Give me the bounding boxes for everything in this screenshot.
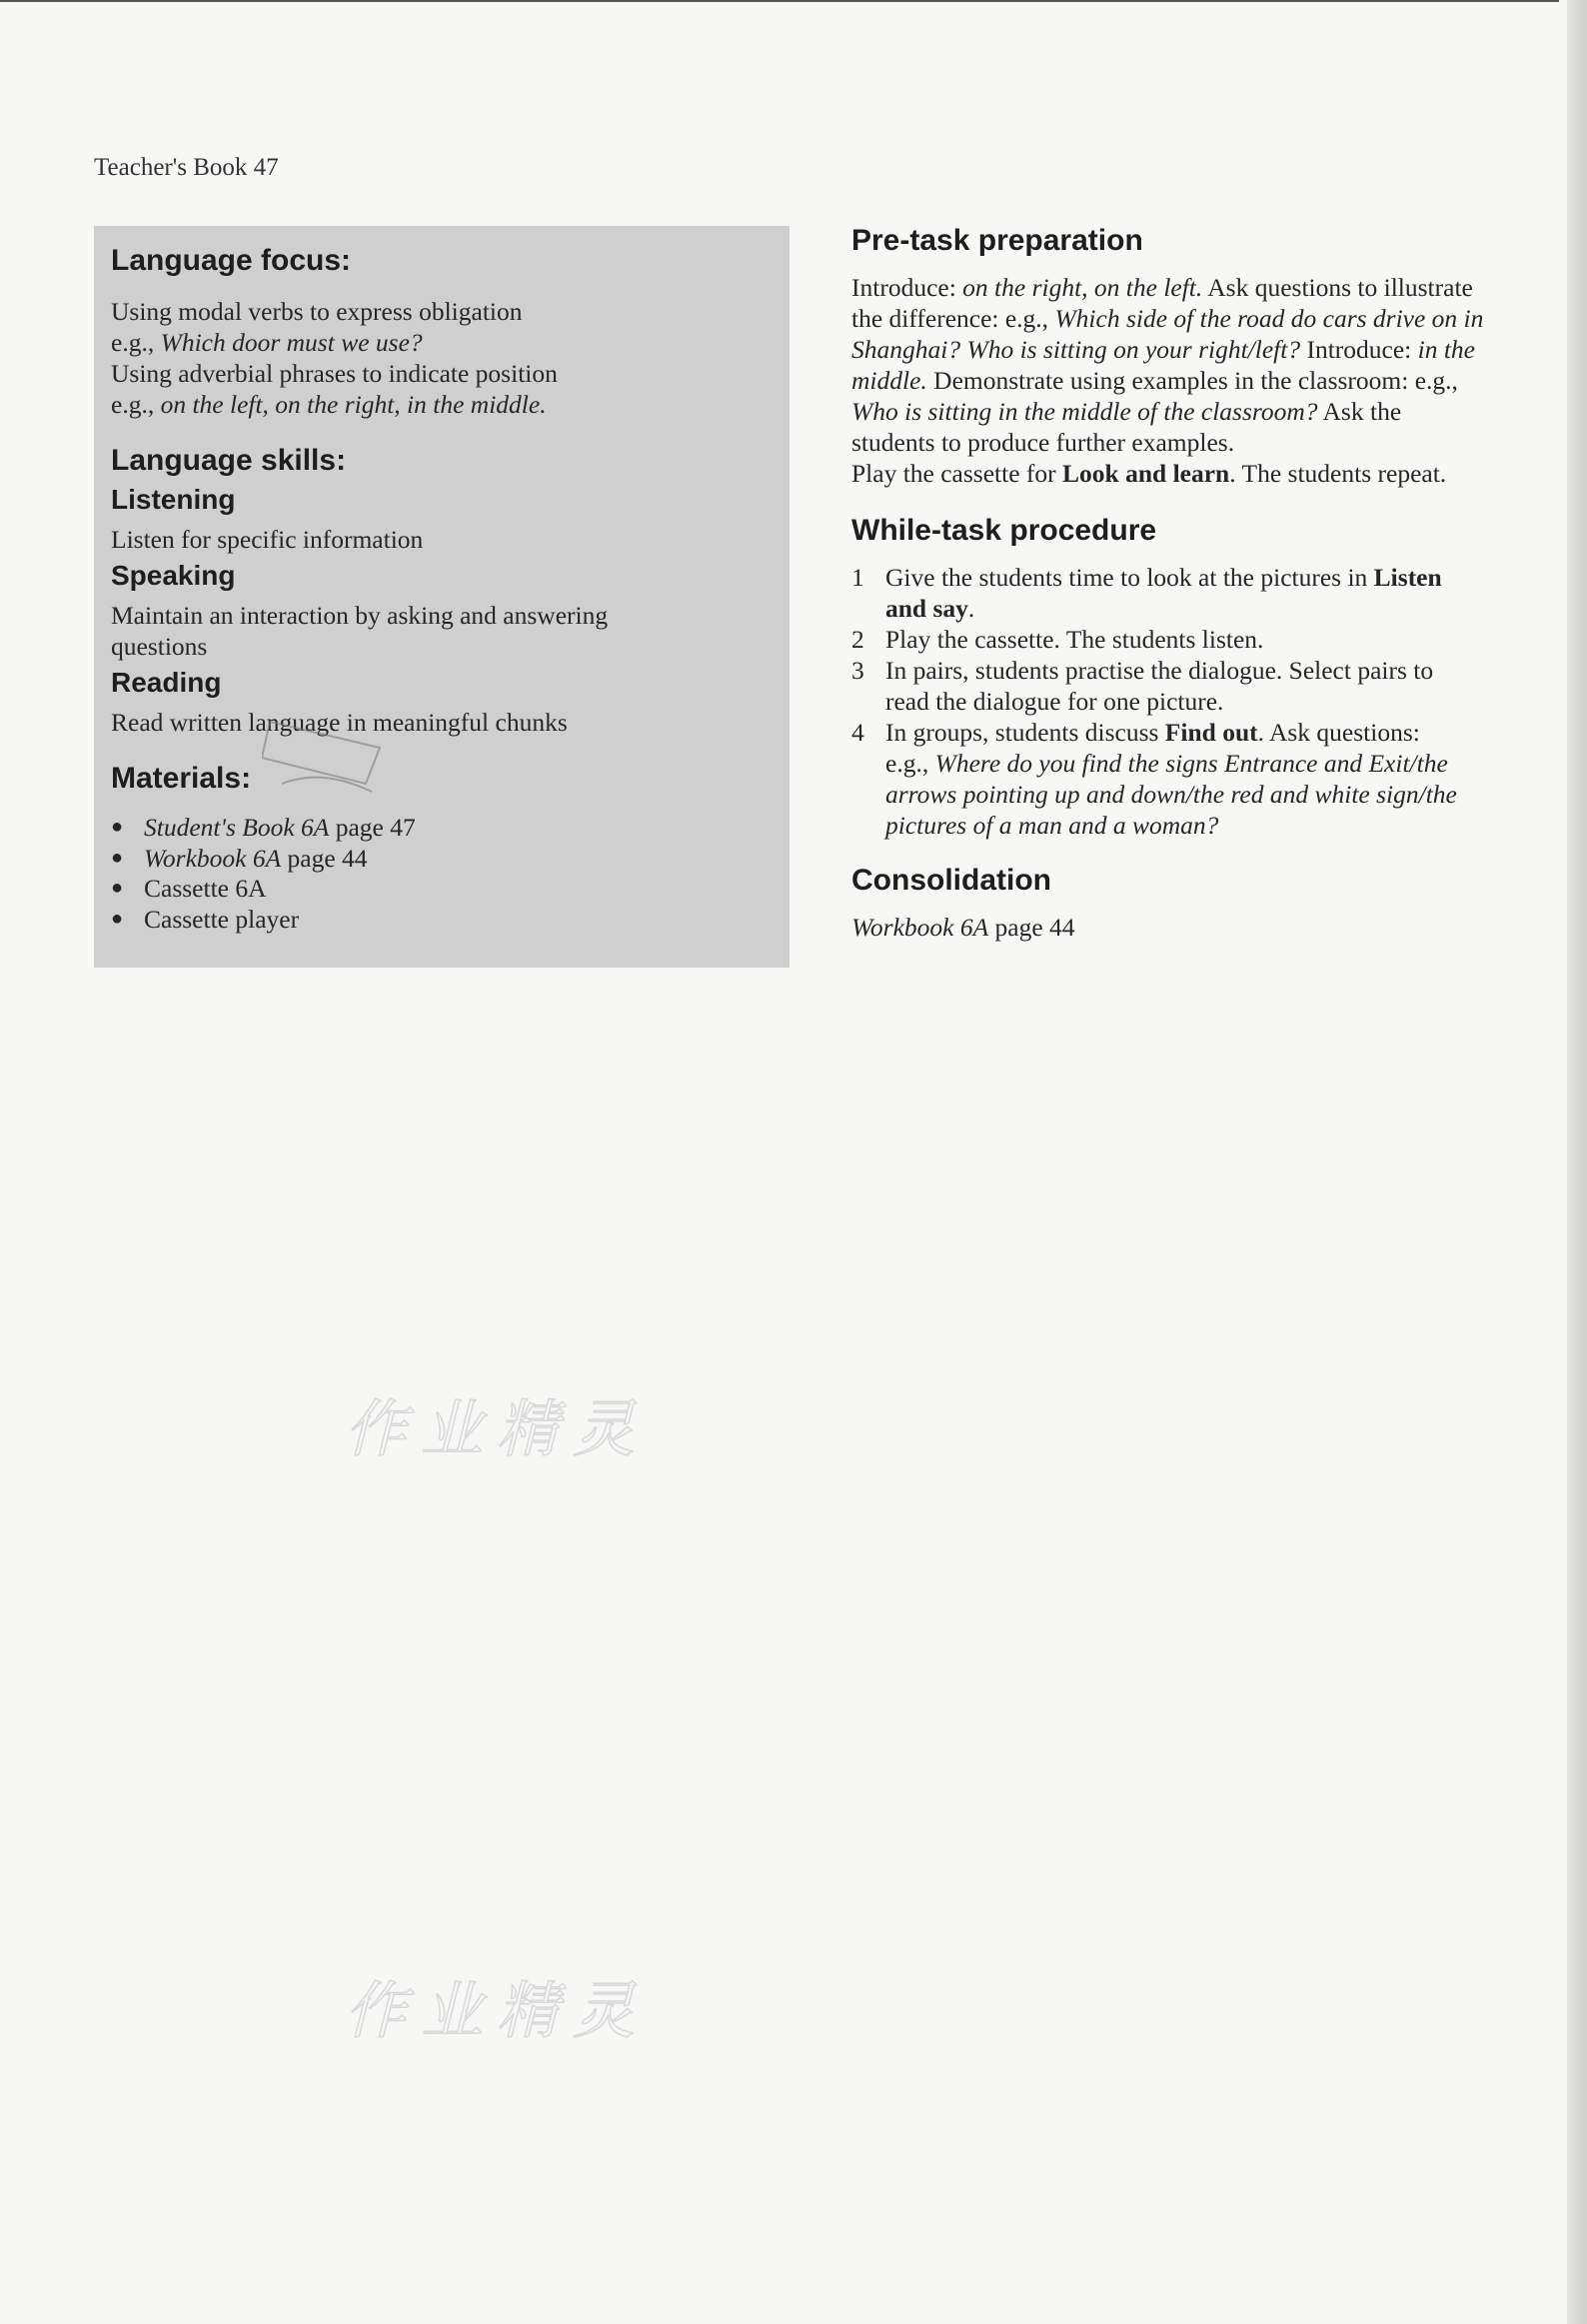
language-focus-heading: Language focus: — [111, 244, 352, 277]
objectives-box — [94, 226, 790, 968]
step-number: 1 — [851, 563, 864, 592]
step-text: In groups, students discuss Find out. Ask questions: — [885, 718, 1420, 747]
materials-item: ● Student's Book 6A page 47 — [111, 813, 416, 842]
step-text: Play the cassette. The students listen. — [885, 625, 1264, 654]
language-skills-heading: Language skills: — [111, 444, 347, 477]
step-text: e.g., Where do you find the signs Entrance and Exit/the — [885, 749, 1448, 778]
step-number: 2 — [851, 625, 864, 654]
consolidation-text: Workbook 6A page 44 — [851, 913, 1075, 942]
speaking-text: questions — [111, 632, 208, 661]
materials-item: ● Cassette 6A — [111, 874, 267, 903]
step-text: arrows pointing up and down/the red and white sign/the — [885, 780, 1457, 809]
speaking-subheading: Speaking — [111, 560, 236, 591]
pre-task-text: students to produce further examples. — [851, 428, 1235, 457]
listening-text: Listen for specific information — [111, 525, 424, 554]
bullet-icon: ● — [111, 816, 124, 838]
bullet-icon: ● — [111, 877, 124, 899]
pre-task-heading: Pre-task preparation — [851, 224, 1143, 257]
materials-item: ● Workbook 6A page 44 — [111, 844, 368, 873]
page-header: Teacher's Book 47 — [94, 154, 279, 181]
materials-heading: Materials: — [111, 762, 252, 795]
pre-task-text: Shanghai? Who is sitting on your right/left? Introduce: in the — [851, 335, 1476, 364]
listening-subheading: Listening — [111, 484, 236, 515]
watermark-text: 作业精灵 — [345, 1974, 650, 2047]
materials-item: ● Cassette player — [111, 905, 300, 934]
reading-subheading: Reading — [111, 667, 222, 698]
language-focus-example: e.g., on the left, on the right, in the middle. — [111, 390, 547, 419]
pre-task-text: the difference: e.g., Which side of the road do cars drive on in — [851, 304, 1484, 333]
bullet-icon: ● — [111, 908, 124, 930]
pre-task-text: Introduce: on the right, on the left. Ask questions to illustrate — [851, 273, 1473, 302]
step-text: read the dialogue for one picture. — [885, 687, 1224, 716]
bullet-icon: ● — [111, 847, 124, 869]
pre-task-text: Play the cassette for Look and learn. The students repeat. — [851, 459, 1447, 488]
pre-task-text: middle. Demonstrate using examples in the classroom: e.g., — [851, 366, 1458, 395]
top-border-line — [0, 0, 1559, 2]
watermark-text: 作业精灵 — [345, 1392, 650, 1465]
consolidation-heading: Consolidation — [851, 864, 1051, 897]
step-number: 3 — [851, 656, 864, 685]
language-focus-line: Using modal verbs to express obligation — [111, 297, 523, 326]
step-text: Give the students time to look at the pictures in Listen — [885, 563, 1442, 592]
page-edge-shadow — [1567, 0, 1587, 2324]
stamp-mark — [262, 712, 392, 808]
while-task-heading: While-task procedure — [851, 514, 1157, 547]
step-number: 4 — [851, 718, 864, 747]
speaking-text: Maintain an interaction by asking and answering — [111, 601, 609, 630]
language-focus-line: Using adverbial phrases to indicate position — [111, 359, 558, 388]
step-text: pictures of a man and a woman? — [885, 811, 1219, 840]
reading-text: Read written language in meaningful chunks — [111, 708, 568, 737]
step-text: and say. — [885, 594, 975, 623]
language-focus-example: e.g., Which door must we use? — [111, 328, 423, 357]
step-text: In pairs, students practise the dialogue. Select pairs to — [885, 656, 1434, 685]
pre-task-text: Who is sitting in the middle of the classroom? Ask the — [851, 397, 1402, 426]
